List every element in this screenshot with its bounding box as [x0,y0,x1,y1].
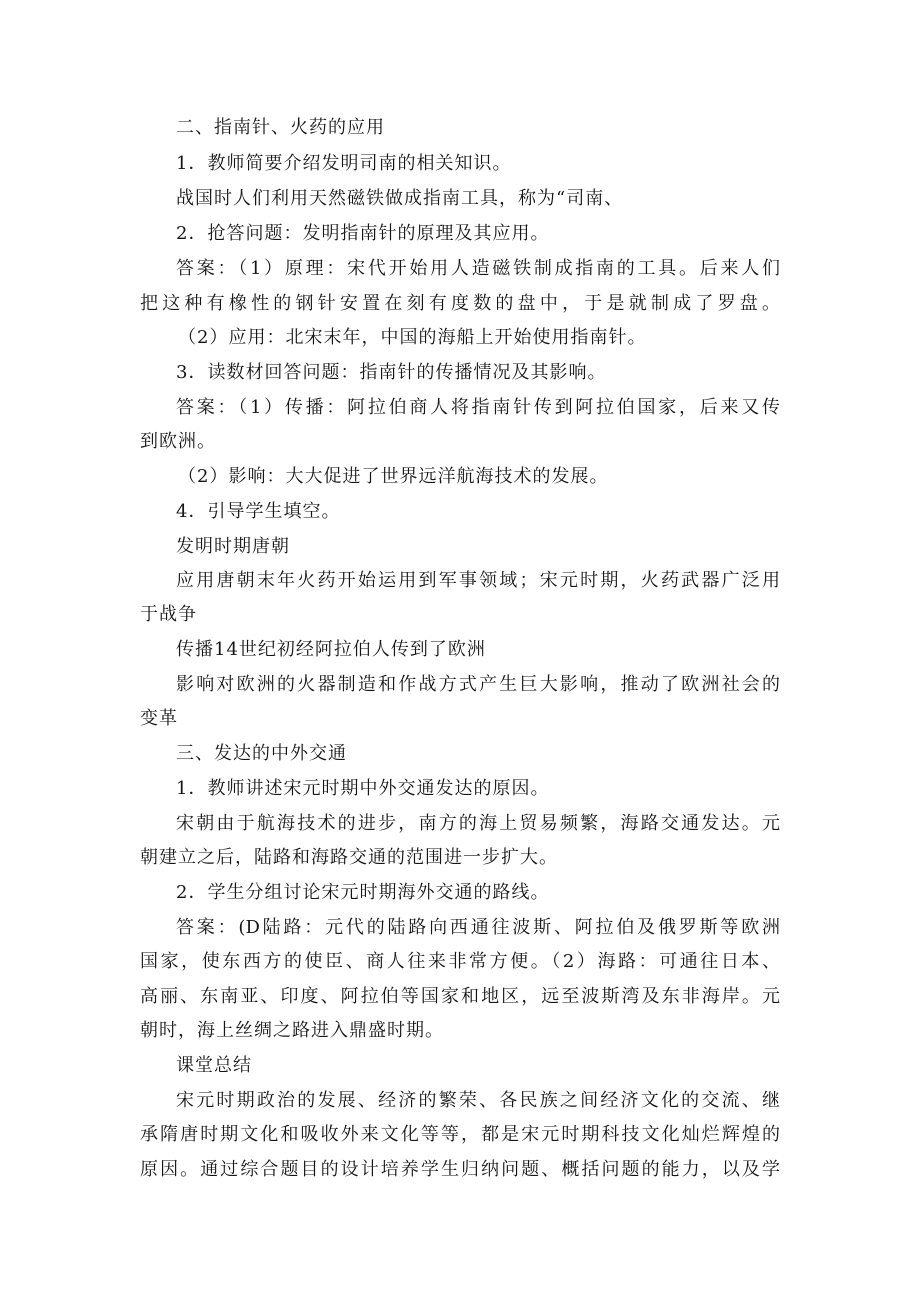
item-2-heading: 2．学生分组讨论宋元时期海外交通的路线。 [176,882,550,903]
item-4-heading: 4．引导学生填空。 [176,501,341,522]
paragraph-line: 发明时期唐朝 [176,536,290,557]
paragraph-line: 高丽、东南亚、印度、阿拉伯等国家和地区，远至波斯湾及东非海岸。元 [140,986,780,1007]
paragraph-line: 应用唐朝末年火药开始运用到军事领域；宋元时期，火药武器广泛用 [176,570,780,591]
paragraph-line: 于战争 [140,604,197,625]
paragraph-line: 承隋唐时期文化和吸收外来文化等等，都是宋元时期科技文化灿烂辉煌的 [140,1124,780,1145]
paragraph-line: 宋元时期政治的发展、经济的繁荣、各民族之间经济文化的交流、继 [176,1090,780,1111]
paragraph-line: 朝建立之后，陆路和海路交通的范围进一步扩大。 [140,847,558,868]
paragraph-line: 变革 [140,708,178,729]
paragraph-line: 原因。通过综合题目的设计培养学生归纳问题、概括问题的能力，以及学 [140,1159,780,1180]
paragraph-line: 答案：（1）原理：宋代开始用人造磁铁制成指南的工具。后来人们 [176,258,780,279]
paragraph-line: （2）影响：大大促进了世界远洋航海技术的发展。 [178,466,609,487]
section-heading-transport: 三、发达的中外交通 [176,743,347,764]
section-heading-compass-gunpowder: 二、指南针、火药的应用 [176,117,385,138]
paragraph-line: 答案：(D陆路：元代的陆路向西通往波斯、阿拉伯及俄罗斯等欧洲 [176,917,780,938]
section-heading-summary: 课堂总结 [176,1055,252,1076]
item-1-heading: 1．教师简要介绍发明司南的相关知识。 [176,153,512,174]
item-3-heading: 3．读数材回答问题：指南针的传播情况及其影响。 [176,362,607,383]
paragraph-line: 影响对欧洲的火器制造和作战方式产生巨大影响，推动了欧洲社会的 [176,674,780,695]
paragraph-line: 战国时人们利用天然磁铁做成指南工具，称为“司南、 [176,188,624,209]
paragraph-line: 国家，使东西方的使臣、商人往来非常方便。（2）海路：可通往日本、 [140,951,780,972]
paragraph-line: 宋朝由于航海技术的进步，南方的海上贸易频繁，海路交通发达。元 [176,813,780,834]
paragraph-line: （2）应用：北宋末年，中国的海船上开始使用指南针。 [178,327,647,348]
item-2-heading: 2．抢答问题：发明指南针的原理及其应用。 [176,223,550,244]
paragraph-line: 朝时，海上丝绸之路进入鼎盛时期。 [140,1020,444,1041]
paragraph-line: 到欧洲。 [140,431,216,452]
item-1-heading: 1．教师讲述宋元时期中外交通发达的原因。 [176,778,550,799]
paragraph-line: 答案：（1）传播：阿拉伯商人将指南针传到阿拉伯国家，后来又传 [176,397,780,418]
paragraph-line: 传播14世纪初经阿拉伯人传到了欧洲 [176,639,486,660]
paragraph-line: 把这种有橡性的钢针安置在刻有度数的盘中，于是就制成了罗盘。 [140,293,780,314]
